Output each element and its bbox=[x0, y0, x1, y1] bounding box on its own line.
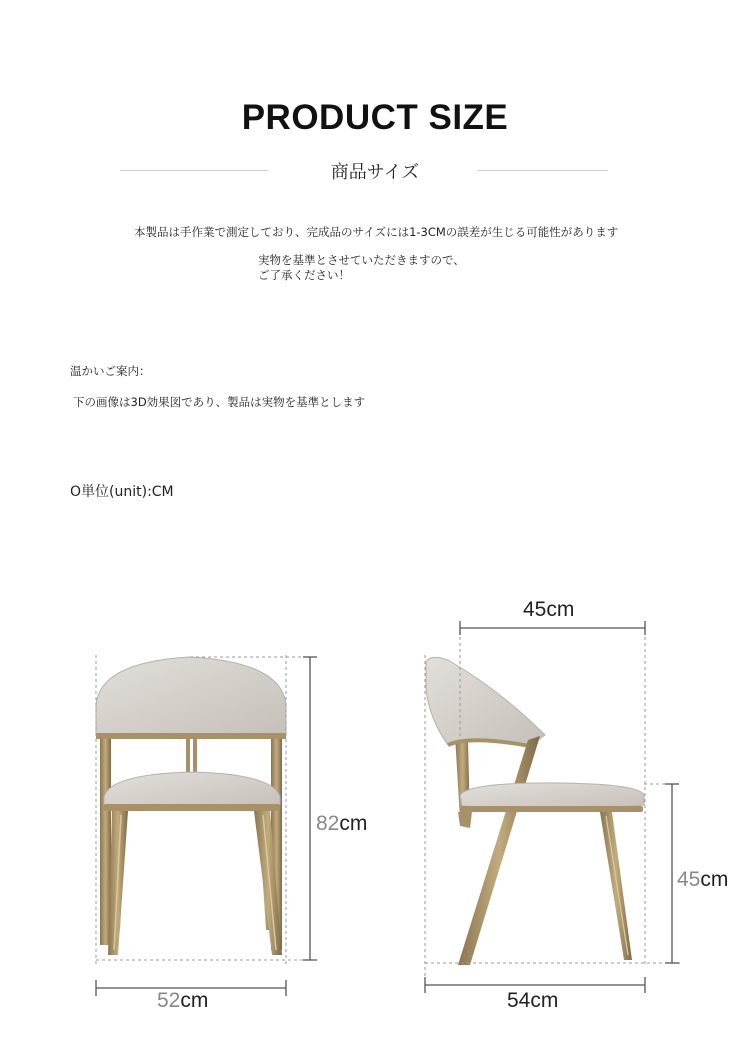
page-subtitle: 商品サイズ bbox=[330, 162, 420, 183]
unit-label: O単位(unit):CM bbox=[70, 484, 174, 500]
side-seat-height-label bbox=[677, 868, 728, 892]
front-width-unit: cm bbox=[180, 989, 209, 1012]
side-width-label: 54cm bbox=[507, 989, 559, 1012]
reference-note: 実物を基準とさせていただきますので、 bbox=[258, 253, 465, 267]
reminder-title: 温かいご案内： bbox=[70, 364, 151, 378]
front-height-label bbox=[316, 812, 367, 836]
front-height-number: 82 bbox=[316, 812, 340, 835]
side-chair bbox=[426, 657, 644, 965]
side-seat-height-unit: cm bbox=[700, 868, 729, 891]
front-height-unit: cm bbox=[339, 812, 368, 835]
front-width-number: 52 bbox=[157, 989, 181, 1012]
side-seat-height-number: 45 bbox=[677, 868, 701, 891]
page-title: PRODUCT SIZE bbox=[241, 98, 509, 137]
reminder-body: 下の画像は3D効果図であり、製品は実物を基準とします bbox=[73, 395, 366, 409]
apology-note: ご了承ください！ bbox=[258, 268, 350, 282]
measurement-note: 本製品は手作業で測定しており、完成品のサイズには1-3CMの誤差が生じる可能性があります bbox=[134, 225, 619, 239]
side-depth-label: 45cm bbox=[523, 598, 575, 621]
front-chair bbox=[96, 657, 286, 955]
front-width-label bbox=[157, 989, 208, 1013]
